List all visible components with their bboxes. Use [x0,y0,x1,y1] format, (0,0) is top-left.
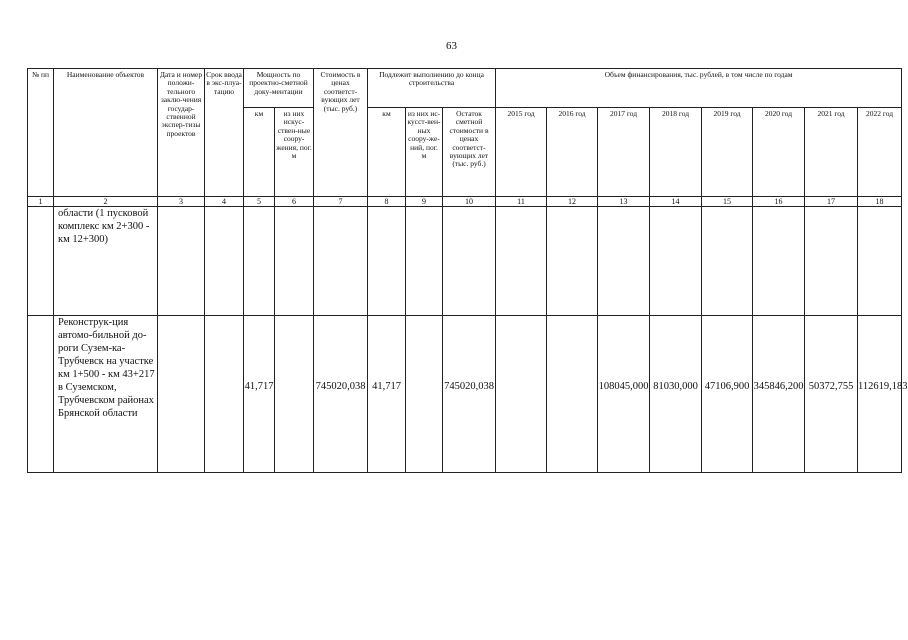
header-remaining: Подлежит выполнению до конца строительства [368,69,496,108]
header-financing: Объем финансирования, тыс. рублей, в том числе по годам [496,69,902,108]
value-2020: 345846,200 [753,381,804,392]
header-date: Дата и номер положи-тельного заклю-чения государ-ственной экспер-тизы проектов [158,69,205,197]
cell-term [205,207,244,316]
header-capacity: Мощность по проектно-сметной доку-ментации [244,69,314,108]
cell-2019 [702,207,753,316]
cell-rem-art [406,207,443,316]
header-year-2016: 2016 год [547,108,598,197]
financing-table-container [27,68,908,473]
value-2017: 108045,000 [598,381,649,392]
col-num-16: 16 [753,197,805,207]
cell-2015 [496,316,547,473]
cell-2020 [753,207,805,316]
cell-2017 [598,316,650,473]
col-num-3: 3 [158,197,205,207]
header-row-1 [28,69,902,108]
cell-2019 [702,316,753,473]
cell-capacity-art [275,207,314,316]
header-num: № пп [28,69,54,197]
object-name: Реконструк-ция автомо-бильной до-роги Сузем-ка-Трубчевск на участке км 1+500 - км 43+217 в Суземском, Трубчевском районах Брянской области [54,316,158,473]
cell-2018 [650,207,702,316]
col-num-8: 8 [368,197,406,207]
cell-term [205,316,244,473]
cell-capacity-km [244,207,275,316]
cell-cost [314,316,368,473]
rem-km-value: 41,717 [372,381,401,392]
capacity-km-value: 41,717 [244,381,274,392]
cell-rem-km [368,207,406,316]
page-number: 63 [446,40,457,52]
cell-capacity-art [275,316,314,473]
col-num-7: 7 [314,197,368,207]
cell-2018 [650,316,702,473]
col-num-12: 12 [547,197,598,207]
rem-balance-value: 745020,038 [444,381,494,392]
cell-date [158,316,205,473]
header-cost: Стоимость в ценах соответст-вующих лет (тыс. руб.) [314,69,368,197]
col-num-6: 6 [275,197,314,207]
cell-num [28,207,54,316]
cell-cost [314,207,368,316]
col-num-13: 13 [598,197,650,207]
cell-num [28,316,54,473]
cell-2015 [496,207,547,316]
column-number-row [28,197,902,207]
object-name: области (1 пусковой комплекс км 2+300 - км 12+300) [54,207,158,316]
cell-rem-balance [443,316,496,473]
cell-rem-art [406,316,443,473]
cell-capacity-km [244,316,275,473]
header-year-2017: 2017 год [598,108,650,197]
header-rem-balance: Остаток сметной стоимости в ценах соответст-вующих лет (тыс. руб.) [443,108,496,197]
col-num-1: 1 [28,197,54,207]
cell-2021 [805,207,858,316]
value-2018: 81030,000 [653,381,698,392]
cell-2021 [805,316,858,473]
header-year-2015: 2015 год [496,108,547,197]
value-2021: 50372,755 [808,381,854,392]
col-num-10: 10 [443,197,496,207]
col-num-14: 14 [650,197,702,207]
header-term: Срок ввода в экс-плуа-тацию [205,69,244,197]
cell-rem-km [368,316,406,473]
header-name: Наименование объектов [54,69,158,197]
col-num-15: 15 [702,197,753,207]
header-capacity-km: км [244,108,275,197]
col-num-17: 17 [805,197,858,207]
col-num-9: 9 [406,197,443,207]
header-year-2018: 2018 год [650,108,702,197]
value-2022: 112619,183 [858,381,908,392]
cell-rem-balance [443,207,496,316]
cell-2016 [547,207,598,316]
col-num-11: 11 [496,197,547,207]
header-rem-art: из них ис-кусст-вен-ных соору-же-ний, пог. м [406,108,443,197]
cell-2022 [858,207,902,316]
col-num-18: 18 [858,197,902,207]
table-row [28,207,902,316]
cell-2022 [858,316,908,473]
col-num-2: 2 [54,197,158,207]
cell-2020 [753,316,805,473]
header-year-2019: 2019 год [702,108,753,197]
col-num-4: 4 [205,197,244,207]
cell-2017 [598,207,650,316]
header-year-2020: 2020 год [753,108,805,197]
cell-date [158,207,205,316]
header-capacity-art: из них искус-ствен-ные соору-жения, пог. м [275,108,314,197]
value-2019: 47106,900 [704,381,750,392]
table-row [28,316,902,473]
header-year-2022: 2022 год [858,108,902,197]
financing-table [27,68,908,473]
header-rem-km: км [368,108,406,197]
header-year-2021: 2021 год [805,108,858,197]
col-num-5: 5 [244,197,275,207]
cell-2016 [547,316,598,473]
cost-value: 745020,038 [315,381,366,392]
